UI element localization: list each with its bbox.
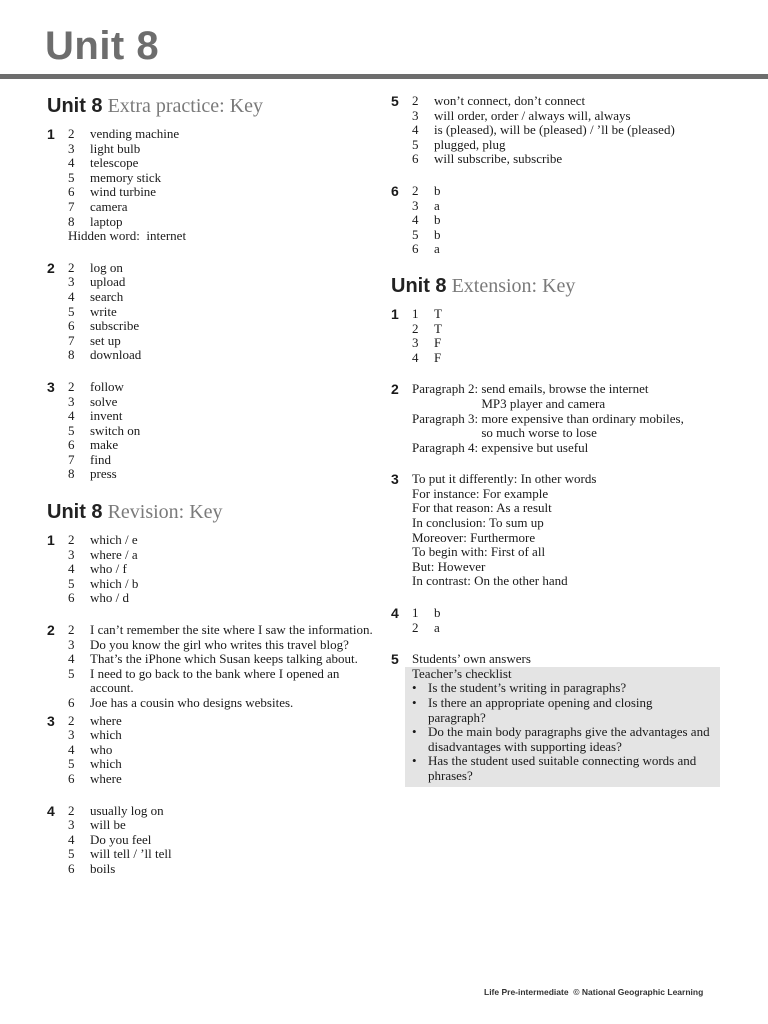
bullet-icon: •: [412, 724, 417, 740]
answer-row: [68, 319, 382, 334]
item-number: 3: [68, 274, 75, 290]
extra-exercise-2: [47, 261, 382, 363]
answer-row: [68, 533, 382, 548]
item-number: 6: [68, 318, 75, 334]
answer-row: [412, 307, 726, 322]
item-number: 5: [412, 136, 419, 152]
item-number: 4: [68, 651, 75, 667]
revision-exercise-5: [391, 94, 726, 167]
item-number: 4: [412, 349, 419, 365]
answer-text: upload: [90, 274, 126, 290]
answer-row: [68, 467, 382, 482]
answer-row: [68, 305, 382, 320]
item-number: 5: [68, 665, 75, 681]
revision-exercise-3: [47, 714, 382, 787]
answer-text: write: [90, 303, 117, 319]
answer-row: [68, 757, 382, 772]
answer-line: For that reason: As a result: [412, 500, 552, 516]
answer-row: [412, 109, 726, 124]
revision-exercise-2: [47, 623, 382, 711]
item-number: 2: [412, 320, 419, 336]
answer-text: I need to go back to the bank where I opened an account.: [90, 665, 340, 696]
revision-title: [47, 500, 382, 524]
bullet-icon: •: [412, 753, 417, 769]
exercise-number: 4: [391, 605, 399, 622]
answer-text: follow: [90, 378, 124, 394]
item-number: 5: [68, 422, 75, 438]
answer-text: will be: [90, 817, 126, 833]
answer-row: [68, 334, 382, 349]
exercise-number: 5: [391, 651, 399, 668]
extension-title: [391, 274, 726, 298]
answer-text: T: [434, 320, 442, 336]
extra-exercise-3: [47, 380, 382, 482]
answer-row: [68, 290, 382, 305]
answer-text: who / f: [90, 561, 127, 577]
answer-text: make: [90, 437, 119, 453]
item-number: 2: [68, 259, 75, 275]
answer-row: [68, 591, 382, 606]
answer-row: [412, 138, 726, 153]
extra-exercise-1: [47, 127, 382, 244]
checklist-title: Teacher’s checklist: [412, 665, 512, 681]
item-number: 5: [412, 226, 419, 242]
item-number: 6: [68, 184, 75, 200]
answer-row: [412, 606, 726, 621]
answer-row: [68, 142, 382, 157]
teacher-checklist-box: [405, 667, 720, 787]
unit-heading: Unit 8: [45, 24, 160, 68]
item-number: 7: [68, 451, 75, 467]
answer-row: [412, 242, 726, 257]
item-number: 3: [68, 393, 75, 409]
answer-text: who / d: [90, 590, 129, 606]
answer-row: [68, 171, 382, 186]
answer-text: which: [90, 727, 122, 743]
exercise-number: 2: [47, 259, 55, 276]
answer-row: [412, 351, 726, 366]
paragraph-answer-line: MP3 player and camera: [481, 395, 606, 411]
exercise-number: 3: [391, 471, 399, 488]
answer-line: In conclusion: To sum up: [412, 515, 544, 531]
answer-text: find: [90, 451, 111, 467]
item-number: 2: [68, 532, 75, 548]
answer-row: [68, 652, 382, 667]
paragraph-answer: [412, 441, 726, 456]
bullet-icon: •: [412, 695, 417, 710]
right-column: [391, 94, 726, 787]
section-title-text: Extra practice: Key: [107, 95, 264, 117]
extension-exercise-2: [391, 382, 726, 455]
answer-text: b: [434, 212, 441, 228]
answer-line: To begin with: First of all: [412, 544, 546, 560]
answer-row: [68, 438, 382, 453]
answer-row: [68, 156, 382, 171]
answer-row: [68, 215, 382, 230]
section-unit-label: Unit 8: [391, 274, 447, 297]
answer-text: light bulb: [90, 140, 141, 156]
header-rule: [0, 74, 768, 79]
item-number: 6: [68, 437, 75, 453]
checklist-item: [412, 696, 713, 725]
answer-row: [68, 638, 382, 653]
answer-row: [68, 261, 382, 276]
checklist-item-text: Has the student used suitable connecting words and phrases?: [428, 753, 697, 783]
extension-exercise-3: [391, 472, 726, 589]
answer-text: wind turbine: [90, 184, 157, 200]
item-number: 4: [412, 122, 419, 138]
revision-exercise-4: [47, 804, 382, 877]
answer-text: F: [434, 335, 442, 351]
item-number: 5: [68, 169, 75, 185]
item-number: 3: [68, 140, 75, 156]
answer-line: To put it differently: In other words: [412, 471, 597, 487]
exercise-number: 1: [47, 126, 55, 142]
answer-text: is (pleased), will be (pleased) / ’ll be (pleased): [434, 122, 675, 138]
answer-text: That’s the iPhone which Susan keeps talking about.: [90, 651, 358, 667]
item-number: 8: [68, 347, 75, 363]
item-number: 4: [68, 408, 75, 424]
answer-text: solve: [90, 393, 118, 409]
answer-text: laptop: [90, 213, 123, 229]
item-number: 2: [412, 93, 419, 108]
revision-exercise-1: [47, 533, 382, 606]
answer-row: [68, 562, 382, 577]
answer-row: [68, 833, 382, 848]
paragraph-answer-line: so much worse to lose: [481, 425, 597, 441]
item-number: 1: [412, 305, 419, 321]
item-number: 4: [68, 831, 75, 847]
answer-row: [68, 380, 382, 395]
item-number: 6: [412, 151, 419, 167]
hidden-word: Hidden word: internet: [68, 228, 187, 244]
item-number: 5: [68, 846, 75, 862]
section-title-text: Extension: Key: [451, 274, 576, 297]
answer-row: [68, 772, 382, 787]
answer-row: [68, 127, 382, 142]
answer-row: [412, 199, 726, 214]
item-number: 1: [412, 605, 419, 621]
answer-text: plugged, plug: [434, 136, 506, 152]
answer-text: camera: [90, 198, 128, 214]
answer-text: b: [434, 226, 441, 242]
item-number: 3: [68, 636, 75, 652]
answer-line: Moreover: Furthermore: [412, 529, 536, 545]
answer-text: where: [90, 770, 122, 786]
revision-exercise-6: [391, 184, 726, 257]
answer-text: telescope: [90, 155, 139, 171]
section-unit-label: Unit 8: [47, 95, 103, 117]
item-number: 3: [68, 727, 75, 743]
exercise-number: 4: [47, 802, 55, 819]
item-number: 2: [412, 619, 419, 635]
answer-text: Do you know the girl who writes this travel blog?: [90, 636, 349, 652]
answer-text: subscribe: [90, 318, 140, 334]
checklist-item-text: Is the student’s writing in paragraphs?: [428, 680, 627, 696]
answer-text: set up: [90, 332, 121, 348]
answer-text: a: [434, 241, 440, 257]
answer-text: boils: [90, 860, 116, 876]
section-title-text: Revision: Key: [107, 501, 223, 524]
answer-text: won’t connect, don’t connect: [434, 93, 586, 108]
item-number: 3: [412, 197, 419, 213]
item-number: 8: [68, 466, 75, 482]
checklist-item: [412, 725, 713, 754]
extension-exercise-4: [391, 606, 726, 635]
answer-text: search: [90, 288, 124, 304]
paragraph-answer: [412, 412, 726, 441]
answer-row: [68, 548, 382, 563]
item-number: 6: [68, 860, 75, 876]
answer-row: [412, 228, 726, 243]
answer-text: switch on: [90, 422, 141, 438]
answer-row: [68, 424, 382, 439]
item-number: 8: [68, 213, 75, 229]
left-column: [47, 94, 382, 877]
exercise-number: 2: [391, 381, 399, 398]
item-number: 6: [68, 695, 75, 710]
answer-row: [68, 275, 382, 290]
paragraph-answer: [412, 382, 726, 411]
answer-text: where: [90, 712, 122, 728]
item-number: 7: [68, 198, 75, 214]
answer-row: [68, 453, 382, 468]
paragraph-label: Paragraph 3:: [412, 410, 482, 426]
extra-practice-title: [47, 94, 382, 118]
paragraph-label: Paragraph 4:: [412, 439, 482, 455]
answer-text: Do you feel: [90, 831, 152, 847]
checklist-item-text: Is there an appropriate opening and closing paragraph?: [428, 695, 653, 725]
answer-text: T: [434, 305, 442, 321]
item-number: 2: [68, 126, 75, 141]
section-unit-label: Unit 8: [47, 501, 103, 524]
answer-text: a: [434, 197, 440, 213]
item-number: 4: [68, 561, 75, 577]
page-footer: Life Pre-intermediate © National Geographic Learning: [484, 987, 704, 997]
exercise-number: 6: [391, 182, 399, 199]
answer-row: [68, 696, 382, 711]
extension-exercise-1: [391, 307, 726, 365]
answer-text: press: [90, 466, 117, 482]
item-number: 2: [68, 378, 75, 394]
answer-row: [412, 336, 726, 351]
answer-row: [412, 621, 726, 636]
answer-text: usually log on: [90, 802, 164, 818]
paragraph-label: Paragraph 2:: [412, 381, 482, 397]
item-number: 2: [68, 802, 75, 818]
item-number: 3: [412, 107, 419, 123]
item-number: 4: [412, 212, 419, 228]
answer-row: [412, 94, 726, 109]
bullet-icon: •: [412, 680, 417, 696]
item-number: 6: [68, 590, 75, 606]
answer-line: But: However: [412, 558, 486, 574]
answer-text: will order, order / always will, always: [434, 107, 631, 123]
exercise-number: 1: [391, 305, 399, 322]
answer-row: [412, 123, 726, 138]
answer-row: [68, 348, 382, 363]
answer-text: will subscribe, subscribe: [434, 151, 563, 167]
item-number: 5: [68, 756, 75, 772]
answer-text: a: [434, 619, 440, 635]
answer-text: where / a: [90, 546, 138, 562]
answer-row: [412, 322, 726, 337]
exercise-number: 3: [47, 712, 55, 729]
item-number: 4: [68, 741, 75, 757]
answer-text: F: [434, 349, 442, 365]
answer-text: which / e: [90, 532, 138, 548]
checklist-item: [412, 681, 713, 696]
paragraph-answer-line: send emails, browse the internet: [481, 381, 649, 397]
answer-text: memory stick: [90, 169, 162, 185]
answer-row: [68, 577, 382, 592]
exercise-number: 5: [391, 93, 399, 109]
extension-exercise-5: [391, 652, 726, 786]
item-number: 2: [68, 712, 75, 728]
answer-text: will tell / ’ll tell: [90, 846, 172, 862]
answer-text: which: [90, 756, 122, 772]
paragraph-answer-line: expensive but useful: [481, 439, 589, 455]
item-number: 6: [68, 770, 75, 786]
answer-row: [412, 152, 726, 167]
answer-row: [68, 667, 382, 696]
answer-line: For instance: For example: [412, 485, 549, 501]
answer-row: [68, 847, 382, 862]
paragraph-answer-line: more expensive than ordinary mobiles,: [481, 410, 684, 426]
answer-row: [68, 409, 382, 424]
answer-line: Students’ own answers: [412, 651, 531, 667]
answer-text: log on: [90, 259, 123, 275]
item-number: 5: [68, 303, 75, 319]
item-number: 5: [68, 575, 75, 591]
answer-text: Joe has a cousin who designs websites.: [90, 695, 294, 710]
item-number: 3: [412, 335, 419, 351]
answer-text: b: [434, 182, 441, 198]
item-number: 4: [68, 288, 75, 304]
item-number: 6: [412, 241, 419, 257]
answer-row: [68, 185, 382, 200]
answer-row: [68, 728, 382, 743]
item-number: 4: [68, 155, 75, 171]
answer-text: I can’t remember the site where I saw the information.: [90, 622, 373, 638]
answer-row: [68, 395, 382, 410]
item-number: 7: [68, 332, 75, 348]
answer-text: invent: [90, 408, 123, 424]
checklist: [412, 681, 713, 783]
item-number: 2: [68, 622, 75, 638]
answer-row: [68, 818, 382, 833]
answer-row: [412, 184, 726, 199]
answer-text: b: [434, 605, 441, 621]
exercise-number: 2: [47, 622, 55, 639]
answer-row: [68, 743, 382, 758]
answer-row: [68, 623, 382, 638]
item-number: 3: [68, 546, 75, 562]
answer-text: vending machine: [90, 126, 180, 141]
answer-text: download: [90, 347, 142, 363]
answer-row: [68, 714, 382, 729]
checklist-item: [412, 754, 713, 783]
answer-line: In contrast: On the other hand: [412, 573, 568, 589]
answer-text: who: [90, 741, 113, 757]
item-number: 2: [412, 182, 419, 198]
answer-text: which / b: [90, 575, 139, 591]
answer-row: [68, 862, 382, 877]
exercise-number: 1: [47, 532, 55, 549]
answer-row: [412, 213, 726, 228]
checklist-item-text: Do the main body paragraphs give the advantages and disadvantages with supporting ideas?: [428, 724, 710, 754]
item-number: 3: [68, 817, 75, 833]
exercise-number: 3: [47, 378, 55, 395]
answer-row: [68, 200, 382, 215]
answer-row: [68, 804, 382, 819]
